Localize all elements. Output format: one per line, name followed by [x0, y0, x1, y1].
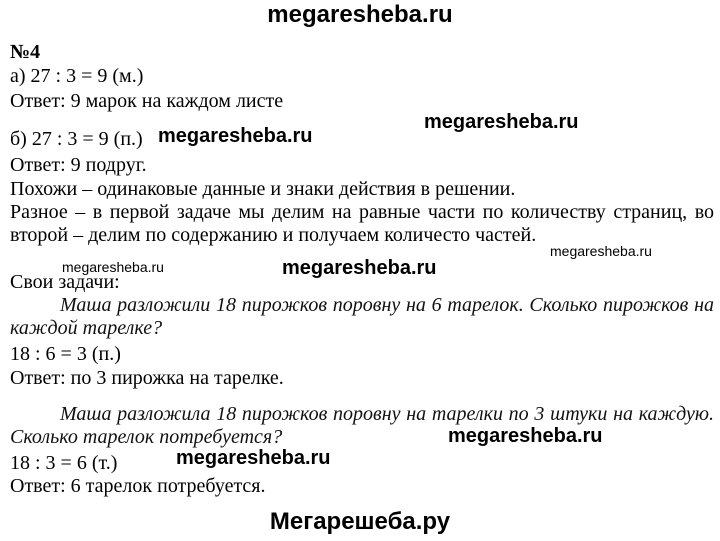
own-task-1-solution: 18 : 6 = 3 (п.)	[10, 343, 121, 365]
watermark: megaresheba.ru	[550, 243, 652, 259]
watermark: megaresheba.ru	[176, 447, 331, 469]
part-b-solution: б) 27 : 3 = 9 (п.)	[10, 128, 143, 150]
watermark: megaresheba.ru	[282, 257, 437, 279]
site-footer: Мегарешеба.ру	[269, 508, 451, 535]
different-statement: Разное – в первой задаче мы делим на равные части по количеству страниц, во второй – делим по содержанию и получаем количесто частей.	[10, 201, 714, 246]
task-number: №4	[10, 41, 41, 63]
own-task-1-text: Маша разложили 18 пирожков поровну на 6 тарелок. Сколько пирожков на каждой тарелке?	[10, 294, 714, 339]
site-header: megaresheba.ru	[267, 1, 453, 28]
part-a-solution: а) 27 : 3 = 9 (м.)	[10, 65, 144, 87]
part-a-answer: Ответ: 9 марок на каждом листе	[10, 90, 284, 112]
watermark: megaresheba.ru	[158, 125, 313, 147]
own-task-2-text: Маша разложила 18 пирожков поровну на тарелки по 3 штуки на каждую. Сколько тарелок потребуется?	[10, 403, 714, 448]
own-task-2-answer: Ответ: 6 тарелок потребуется.	[10, 475, 266, 497]
watermark: megaresheba.ru	[448, 425, 603, 447]
own-task-1-answer: Ответ: по 3 пирожка на тарелке.	[10, 367, 284, 389]
similar-statement: Похожи – одинаковые данные и знаки действия в решении.	[10, 178, 516, 200]
part-b-answer: Ответ: 9 подруг.	[10, 154, 147, 176]
own-tasks-label: Свои задачи:	[10, 271, 120, 293]
watermark: megaresheba.ru	[62, 259, 164, 275]
watermark: megaresheba.ru	[424, 111, 579, 133]
own-task-2-solution: 18 : 3 = 6 (т.)	[10, 452, 118, 474]
